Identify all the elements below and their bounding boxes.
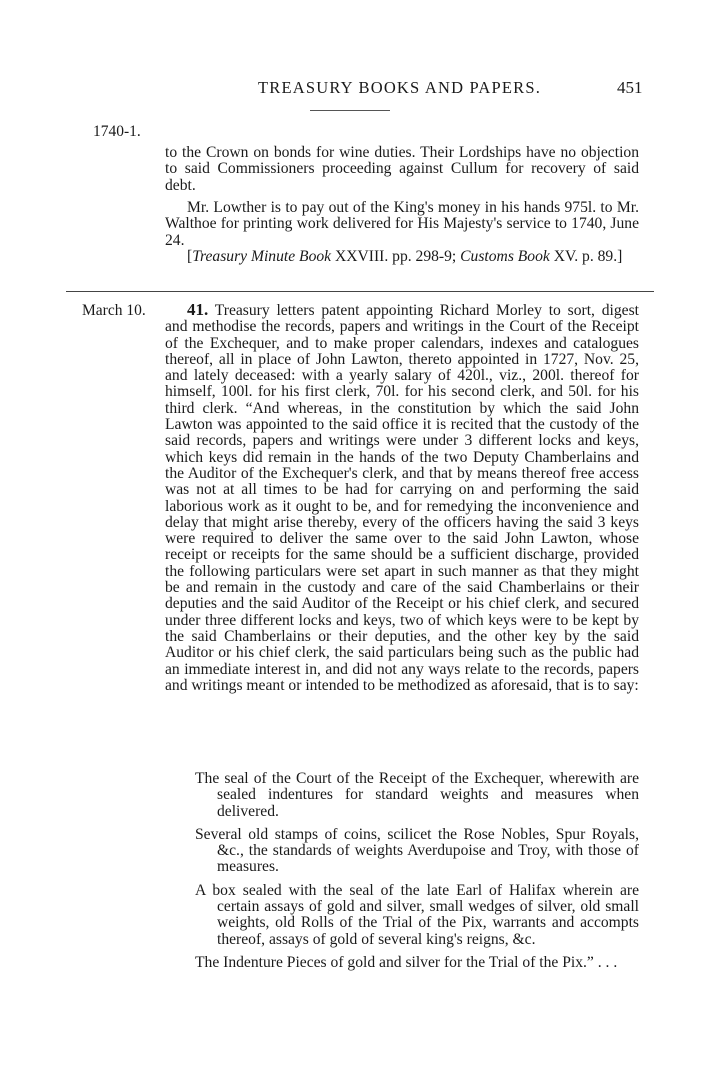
list-item: A box sealed with the seal of the late Earl of Halifax wherein are certain assays of gold and silver, small wedges of silver, old small weights, old Rolls of the Trial of the Pix, warrants and accompts thereof, assays of gold of several king's reigns, &c. (195, 881, 639, 948)
citation (165, 249, 639, 265)
margin-year: 1740-1. (93, 123, 141, 140)
entry-number: 41. (187, 300, 209, 319)
running-title: TREASURY BOOKS AND PAPERS. (258, 78, 542, 97)
particulars-list (195, 771, 639, 978)
entry-41 (165, 302, 639, 694)
page-number: 451 (617, 78, 643, 97)
paragraph-wine-duties: to the Crown on bonds for wine duties. Their Lordships have no objection to said Commissioners proceeding against Cullum for recovery of said debt. (165, 144, 639, 194)
section-divider (66, 291, 654, 292)
citation-ref-2: XV. p. 89.] (549, 248, 623, 265)
citation-block (165, 249, 639, 265)
entry-text: Treasury letters patent appointing Richard Morley to sort, digest and methodise the records, papers and writings in the Court of the Receipt of the Exchequer, and to make proper calendars, indexes and catalogues thereof, all in place of John Lawton, thereto appointed in 1727, Nov. 25, and lately deceased: with a yearly salary of 420l., viz., 200l. thereof for himself, 100l. for his first clerk, 70l. for his second clerk, and 50l. for his third clerk. “And whereas, in the constitution by which the said John Lawton was appointed to the said office it is recited that the custody of the said records, papers and writings were under 3 different locks and keys, which keys did remain in the hands of the two Deputy Chamberlains and the Auditor of the Exchequer's clerk, and that by means thereof free access was not at all times to be had for carrying on and performing the said laborious work as it ought to be, and for remedying the inconvenience and delay that might arise thereby, every of the officers having the said 3 keys were required to deliver the same over to the said John Lawton, whose receipt or receipts for the same should be a sufficient discharge, provided the following particulars were set apart in such manner as that they might be and remain in the custody and care of the said Chamberlains or their deputies and the said Auditor of the Receipt or his chief clerk, and secured under three different locks and keys, two of which keys were to be kept by the said Chamberlains or their deputies, and the other key by the said Auditor or his chief clerk, the said particulars being such as the public had an immediate interest in, and did not any ways relate to the records, papers and writings meant or intended to be methodized as aforesaid, that is to say: (165, 302, 639, 694)
entry-paragraph (165, 302, 639, 694)
header-rule (310, 110, 390, 111)
citation-ref-1: XXVIII. pp. 298-9; (331, 248, 461, 265)
paragraph-lowther: Mr. Lowther is to pay out of the King's money in his hands 975l. to Mr. Walthoe for printing work delivered for His Majesty's service to 1740, June 24. (165, 199, 639, 249)
list-item: The seal of the Court of the Receipt of the Exchequer, wherewith are sealed indentures for standard weights and measures when delivered. (195, 770, 639, 820)
list-item: Several old stamps of coins, scilicet the Rose Nobles, Spur Royals, &c., the standards of weights Averdupoise and Troy, with those of measures. (195, 825, 639, 876)
margin-date: March 10. (82, 302, 146, 319)
lowther-paragraph-block (165, 200, 639, 249)
citation-open: [ (187, 248, 193, 265)
citation-source-1: Treasury Minute Book (192, 248, 332, 265)
citation-source-2: Customs Book (460, 248, 550, 265)
continued-paragraph (165, 145, 639, 194)
list-item: The Indenture Pieces of gold and silver for the Trial of the Pix.” . . . (195, 953, 618, 971)
